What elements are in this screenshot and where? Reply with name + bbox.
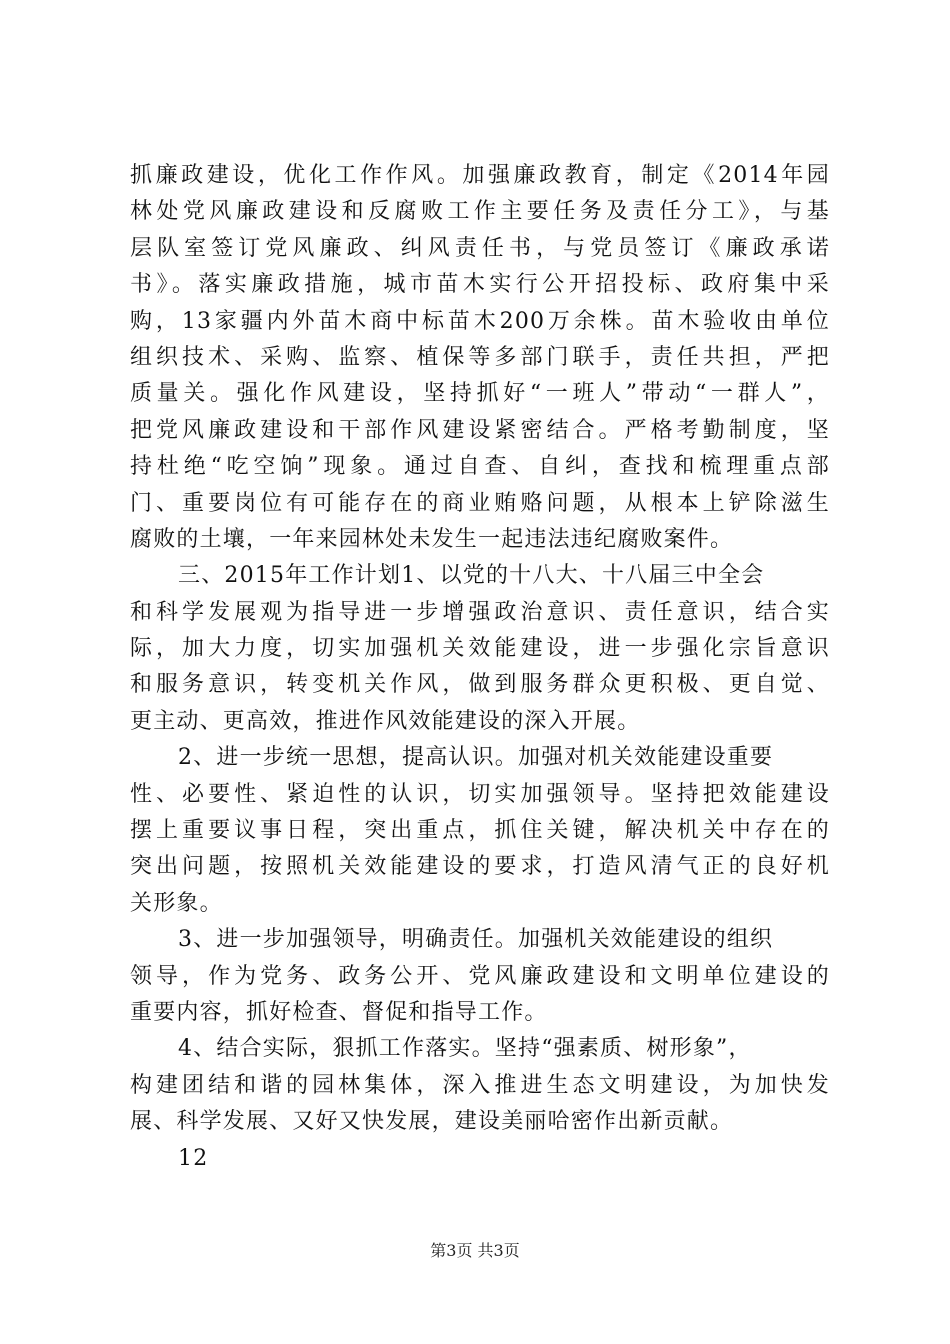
text-line: 性、必要性、紧迫性的认识，切实加强领导。坚持把效能建设 [130, 781, 830, 807]
text-line: 和服务意识，转变机关作风，做到服务群众更积极、更自觉、 [130, 672, 830, 698]
text-line: 林处党风廉政建设和反腐败工作主要任务及责任分工》，与基 [130, 199, 830, 225]
text-line: 组织技术、采购、监察、植保等多部门联手，责任共担，严把 [130, 344, 830, 370]
paragraph-start-line: 3、进一步加强领导，明确责任。加强机关效能建设的组织 [178, 927, 774, 953]
text-line: 抓廉政建设，优化工作作风。加强廉政教育，制定《2014年园 [130, 163, 830, 188]
text-line: 摆上重要议事日程，突出重点，抓住关键，解决机关中存在的 [130, 818, 830, 844]
text-line: 突出问题，按照机关效能建设的要求，打造风清气正的良好机 [130, 854, 830, 880]
trailing-number-line: 12 [178, 1145, 209, 1171]
text-line: 关形象。 [130, 890, 223, 916]
text-line: 重要内容，抓好检查、督促和指导工作。 [130, 999, 548, 1025]
text-line: 书》。落实廉政措施，城市苗木实行公开招投标、政府集中采 [130, 272, 830, 298]
text-line: 领导，作为党务、政务公开、党风廉政建设和文明单位建设的 [130, 963, 830, 989]
text-line: 质量关。强化作风建设，坚持抓好“一班人”带动“一群人”， [130, 381, 830, 407]
text-line: 层队室签订党风廉政、纠风责任书，与党员签订《廉政承诺 [130, 235, 830, 261]
paragraph-start-line: 2、进一步统一思想，提高认识。加强对机关效能建设重要 [178, 745, 774, 771]
text-line: 腐败的土壤，一年来园林处未发生一起违法违纪腐败案件。 [130, 526, 734, 552]
text-line: 门、重要岗位有可能存在的商业贿赂问题，从根本上铲除滋生 [130, 490, 830, 516]
section-heading-line: 三、2015年工作计划1、以党的十八大、十八届三中全会 [178, 563, 765, 589]
text-line: 更主动、更高效，推进作风效能建设的深入开展。 [130, 708, 641, 734]
text-line: 持杜绝“吃空饷”现象。通过自查、自纠，查找和梳理重点部 [130, 454, 830, 480]
paragraph-start-line: 4、结合实际，狠抓工作落实。坚持“强素质、树形象”， [178, 1036, 752, 1062]
text-line: 际，加大力度，切实加强机关效能建设，进一步强化宗旨意识 [130, 636, 830, 662]
text-line: 和科学发展观为指导进一步增强政治意识、责任意识，结合实 [130, 599, 830, 625]
text-line: 把党风廉政建设和干部作风建设紧密结合。严格考勤制度，坚 [130, 417, 830, 443]
document-body [130, 158, 830, 1177]
text-line: 购，13家疆内外苗木商中标苗木200万余株。苗木验收由单位 [130, 308, 830, 334]
page-number-footer: 第3页 共3页 [430, 1241, 520, 1260]
text-line: 展、科学发展、又好又快发展，建设美丽哈密作出新贡献。 [130, 1109, 734, 1135]
text-line: 构建团结和谐的园林集体，深入推进生态文明建设，为加快发 [130, 1072, 830, 1098]
